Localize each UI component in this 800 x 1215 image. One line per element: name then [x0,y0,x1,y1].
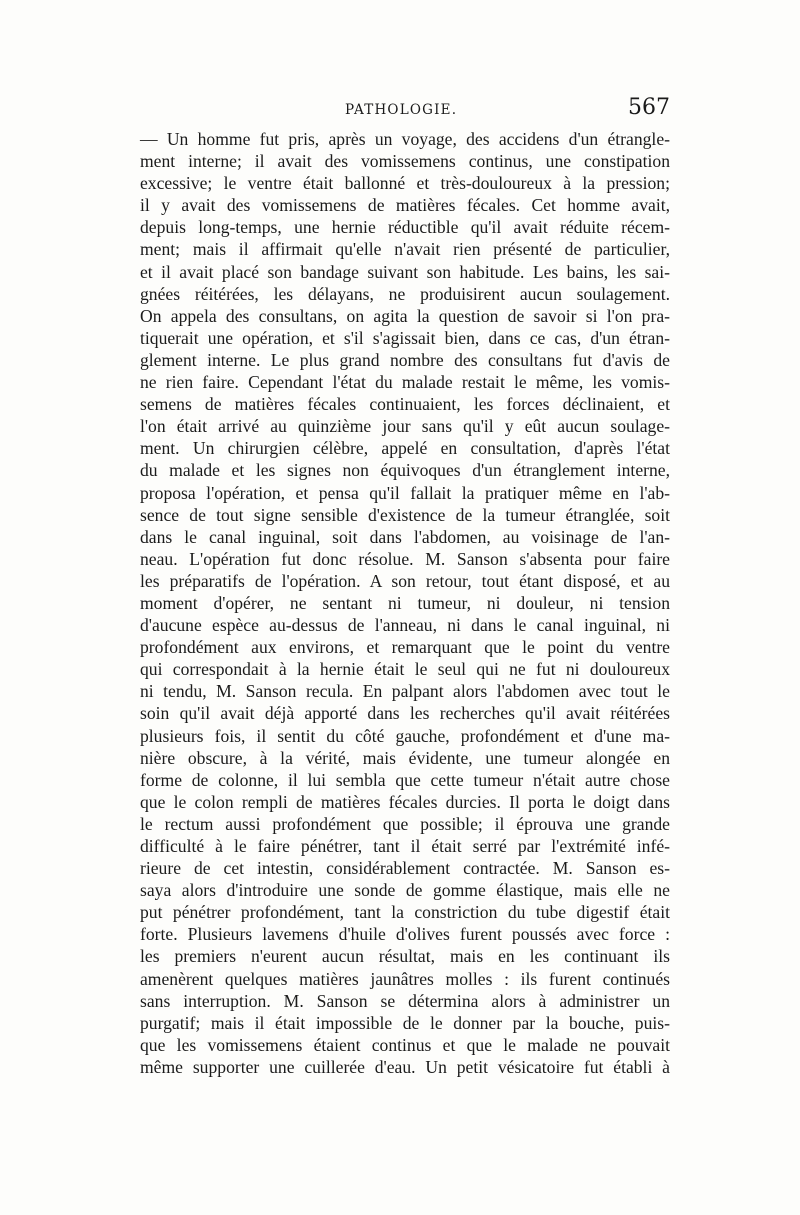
text-line: même supporter une cuillerée d'eau. Un petit vésicatoire fut établi à [140,1056,670,1077]
text-line: forme de colonne, il lui sembla que cette tumeur n'était autre chose [140,769,670,790]
text-line: excessive; le ventre était ballonné et très-douloureux à la pression; [140,173,670,194]
text-line: — Un homme fut pris, après un voyage, des accidens d'un étrangle- [140,129,670,149]
text-line: ment. Un chirurgien célèbre, appelé en consultation, d'après l'état [140,438,670,459]
text-line: On appela des consultans, on agita la question de savoir si l'on pra- [140,305,670,326]
running-head [140,95,670,125]
text-line: moment d'opérer, ne sentant ni tumeur, ni douleur, ni tension [140,592,670,613]
page-number: 567 [628,95,670,120]
text-line: rieure de cet intestin, considérablement contractée. M. Sanson es- [140,858,670,879]
text-line: dans le canal inguinal, soit dans l'abdomen, au voisinage de l'an- [140,526,670,547]
text-line: plusieurs fois, il sentit du côté gauche, profondément et d'une ma- [140,725,670,746]
text-line: proposa l'opération, et pensa qu'il fallait la pratiquer même en l'ab- [140,482,670,503]
text-line: et il avait placé son bandage suivant son habitude. Les bains, les sai- [140,261,670,282]
text-line: ni tendu, M. Sanson recula. En palpant alors l'abdomen avec tout le [140,681,670,702]
text-line: il y avait des vomissemens de matières fécales. Cet homme avait, [140,195,670,216]
text-line: sans interruption. M. Sanson se détermina alors à administrer un [140,990,670,1011]
text-line: difficulté à le faire pénétrer, tant il était serré par l'extrémité infé- [140,836,670,856]
text-line: que les vomissemens étaient continus et que le malade ne pouvait [140,1034,670,1055]
text-line: forte. Plusieurs lavemens d'huile d'olives furent poussés avec force : [140,924,670,945]
text-line: ment interne; il avait des vomissemens continus, une constipation [140,151,670,172]
text-line: que le colon rempli de matières fécales durcies. Il porta le doigt dans [140,791,670,812]
text-line: saya alors d'introduire une sonde de gomme élastique, mais elle ne [140,880,670,901]
text-line: semens de matières fécales continuaient, les forces déclinaient, et [140,394,670,415]
text-line: le rectum aussi profondément que possible; il éprouva une grande [140,813,670,834]
text-line: sence de tout signe sensible d'existence de la tumeur étranglée, soit [140,504,670,525]
text-line: ment; mais il affirmait qu'elle n'avait rien présenté de particulier, [140,239,670,260]
text-line: tiquerait une opération, et s'il s'agissait bien, dans ce cas, d'un étran- [140,327,670,348]
text-line: les préparatifs de l'opération. A son retour, tout étant disposé, et au [140,570,670,591]
text-line: gnées réitérées, les délayans, ne produisirent aucun soulagement. [140,283,670,304]
text-line: amenèrent quelques matières jaunâtres molles : ils furent continués [140,968,670,989]
text-line: soin qu'il avait déjà apporté dans les recherches qu'il avait réitérées [140,703,670,724]
text-line: nière obscure, à la vérité, mais évidente, une tumeur alongée en [140,747,670,768]
text-line: les premiers n'eurent aucun résultat, mais en les continuant ils [140,946,670,967]
text-line: d'aucune espèce au-dessus de l'anneau, ni dans le canal inguinal, ni [140,615,670,636]
text-line: glement interne. Le plus grand nombre des consultans fut d'avis de [140,349,670,370]
text-line: depuis long-temps, une hernie réductible qu'il avait réduite récem- [140,217,670,238]
text-line: purgatif; mais il était impossible de le donner par la bouche, puis- [140,1012,670,1033]
text-line: put pénétrer profondément, tant la constriction du tube digestif était [140,902,670,923]
running-title: PATHOLOGIE. [345,102,458,118]
body-text [140,128,670,1078]
text-line: profondément aux environs, et remarquant que le point du ventre [140,637,670,658]
text-line: ne rien faire. Cependant l'état du malade restait le même, les vomis- [140,372,670,393]
text-line: neau. L'opération fut donc résolue. M. Sanson s'absenta pour faire [140,548,670,569]
text-line: qui correspondait à la hernie était le seul qui ne fut ni douloureux [140,659,670,680]
text-line: du malade et les signes non équivoques d'un étranglement interne, [140,460,670,481]
text-line: l'on était arrivé au quinzième jour sans qu'il y eût aucun soulage- [140,416,670,437]
